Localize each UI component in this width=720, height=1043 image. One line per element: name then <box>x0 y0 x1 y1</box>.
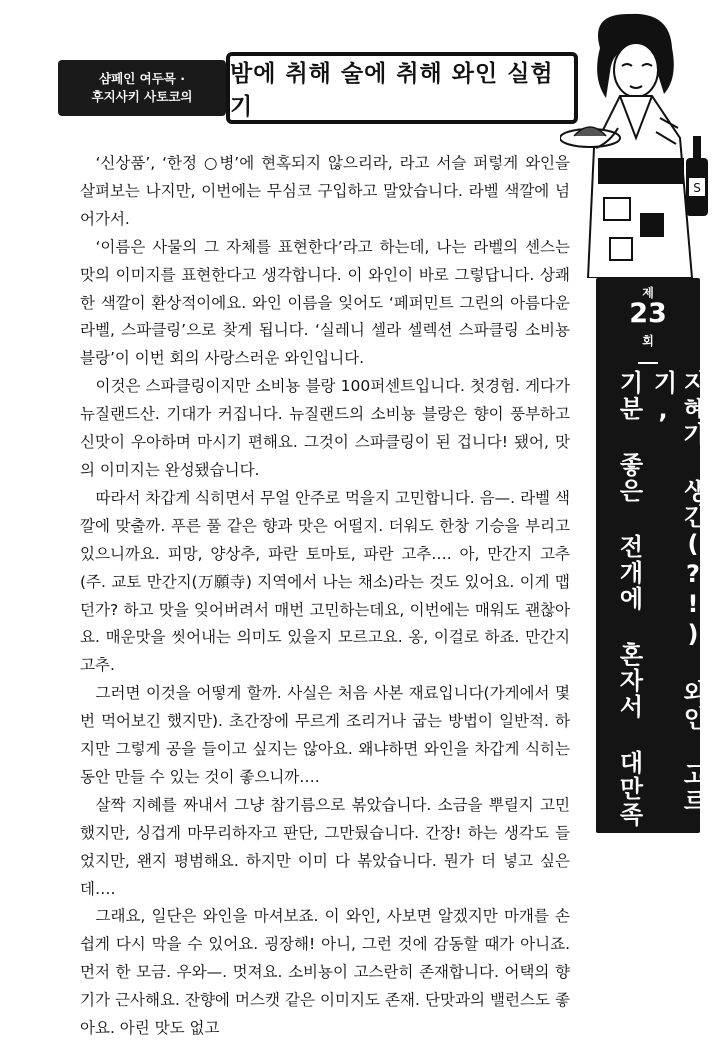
paragraph: 살짝 지혜를 짜내서 그냥 참기름으로 볶았습니다. 소금을 뿌릴지 고민했지만, 싱겁게 마무리하자고 판단, 그만뒀습니다. 간장! 하는 생각도 들었지만, 왠지 평범해요. 하지만 이미 다 볶았습니다. 뭔가 더 넣고 싶은데…. <box>80 795 570 898</box>
svg-text:S: S <box>693 181 701 195</box>
series-tag-line2: 후지사키 사토코의 <box>91 89 193 104</box>
episode-sidebar <box>596 278 707 833</box>
episode-title-col2: 기분 좋은 전개에 혼자서 대만족 <box>615 370 643 828</box>
article-body <box>80 150 570 1043</box>
paragraph: 따라서 차갑게 식히면서 무얼 안주로 먹을지 고민합니다. 음—. 라벨 색깔에 맞출까. 푸른 풀 같은 향과 맛은 어떨지. 더워도 한창 기승을 부리고 있으니까요. 피망, 양상추, 파란 토마토, 파란 고추…. 아, 만간지 고추 (주. 교토 만간지(万願寺) 지역에서 나는 채소)라는 것도 있어요. 이게 맵던가? 하고 맛을 잊어버려서 매번 고민하는데요, 이번에는 매워도 괜찮아요. 매운맛을 씻어내는 의미도 있을지 모르고요. 옹, 이걸로 하죠. 만간지 고추. <box>80 488 570 675</box>
series-tag <box>58 60 226 116</box>
paragraph: ‘이름은 사물의 그 자체를 표현한다’라고 하는데, 나는 라벨의 센스는 맛의 이미지를 표현한다고 생각합니다. 이 와인이 바로 그렇답니다. 상쾌한 색깔이 환상적이에요. 와인 이름을 잊어도 ‘페퍼민트 그린의 아름다운 라벨, 스파클링’으로 찾게 됩니다. ‘실레니 셀라 셀렉션 스파클링 소비뇽 블랑’이 이번 회의 사랑스러운 와인입니다. <box>80 237 570 368</box>
episode-label-bottom: 회 <box>642 334 654 348</box>
paragraph: ‘신상품’, ‘한정 ○병’에 현혹되지 않으리라, 라고 서슬 퍼렇게 와인을 살펴보는 나지만, 이번에는 무심코 구입하고 말았습니다. 라벨 색깔에 넘어가서. <box>80 154 570 228</box>
paragraph: 그래요, 일단은 와인을 마셔보죠. 이 와인, 사보면 알겠지만 마개를 손쉽게 다시 막을 수 있어요. 굉장해! 아니, 그런 것에 감동할 때가 아니죠. 먼저 한 모금. 우와—. 멋져요. 소비뇽이 고스란히 존재합니다. 어택의 향기가 근사해요. 잔향에 머스캣 같은 이미지도 존재. 단맛과의 밸런스도 좋아요. 아린 맛도 없고 <box>80 907 570 1038</box>
episode-title-col1: 지혜가 생긴(?!) 와인 고르기, <box>649 370 707 814</box>
page-title: 밤에 취해 술에 취해 와인 실험기 <box>230 61 554 120</box>
paragraph: 이것은 스파클링이지만 소비뇽 블랑 100퍼센트입니다. 첫경험. 게다가 뉴질랜드산. 기대가 커집니다. 뉴질랜드의 소비뇽 블랑은 향이 풍부하고 신맛이 우아하며 마시기 편해요. 그것이 스파클링이 된 겁니다! 됐어, 맛의 이미지는 완성됐습니다. <box>80 377 570 479</box>
page-title-box <box>226 52 578 124</box>
paragraph: 그러면 이것을 어떻게 할까. 사실은 처음 사본 재료입니다(가게에서 몇 번 먹어보긴 했지만). 초간장에 무르게 조리거나 굽는 방법이 일반적. 하지만 그렇게 공을 들이고 싶지는 않아요. 왜냐하면 와인을 차갑게 식히는 동안 만들 수 있는 것이 좋으니까…. <box>80 684 570 786</box>
mascot-illustration-icon <box>560 8 715 278</box>
series-tag-line1: 샴페인 여두목 · <box>99 71 185 86</box>
episode-divider <box>638 362 658 364</box>
episode-number: 23 <box>629 298 667 329</box>
episode-label-top: 제 <box>642 286 654 300</box>
